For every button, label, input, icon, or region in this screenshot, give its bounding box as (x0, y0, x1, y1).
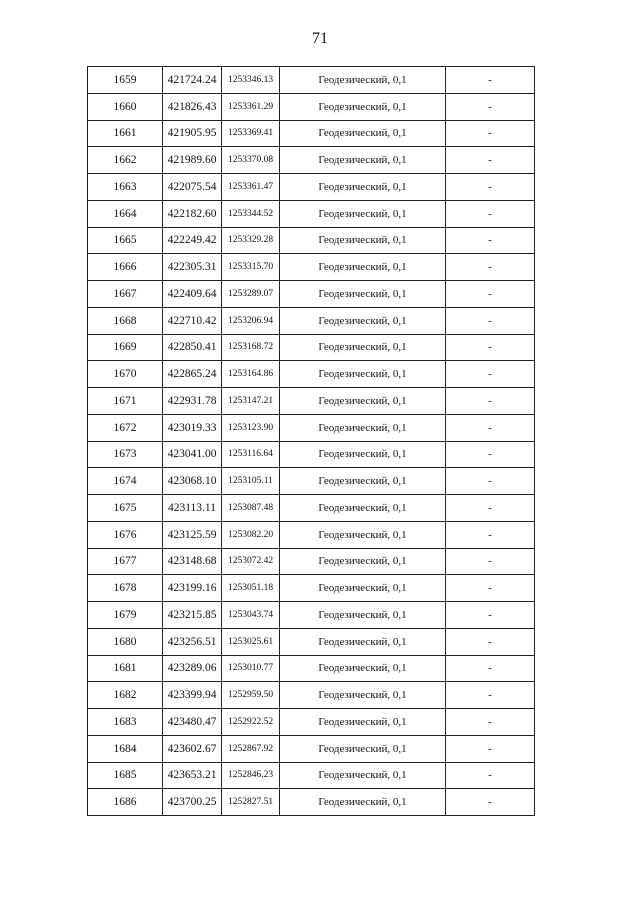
method-accuracy-cell: Геодезический, 0,1 (280, 789, 446, 816)
y-coordinate-cell: 1252867.92 (222, 735, 280, 762)
point-number-cell: 1660 (88, 93, 163, 120)
table-row (88, 254, 535, 281)
x-coordinate-cell: 423399.94 (163, 682, 222, 709)
method-accuracy-cell: Геодезический, 0,1 (280, 762, 446, 789)
y-coordinate-cell: 1253025.61 (222, 628, 280, 655)
x-coordinate-cell: 421826.43 (163, 93, 222, 120)
note-cell: - (446, 575, 535, 602)
x-coordinate-cell: 422305.31 (163, 254, 222, 281)
point-number-cell: 1680 (88, 628, 163, 655)
method-accuracy-cell: Геодезический, 0,1 (280, 548, 446, 575)
method-accuracy-cell: Геодезический, 0,1 (280, 227, 446, 254)
y-coordinate-cell: 1253087.48 (222, 495, 280, 522)
table-body (88, 67, 535, 816)
y-coordinate-cell: 1253105.11 (222, 468, 280, 495)
note-cell: - (446, 200, 535, 227)
method-accuracy-cell: Геодезический, 0,1 (280, 602, 446, 629)
x-coordinate-cell: 423480.47 (163, 709, 222, 736)
x-coordinate-cell: 422409.64 (163, 281, 222, 308)
y-coordinate-cell: 1253147.21 (222, 388, 280, 415)
note-cell: - (446, 655, 535, 682)
x-coordinate-cell: 423148.68 (163, 548, 222, 575)
x-coordinate-cell: 422182.60 (163, 200, 222, 227)
x-coordinate-cell: 423256.51 (163, 628, 222, 655)
table-row (88, 227, 535, 254)
table-row (88, 414, 535, 441)
method-accuracy-cell: Геодезический, 0,1 (280, 147, 446, 174)
point-number-cell: 1686 (88, 789, 163, 816)
point-number-cell: 1682 (88, 682, 163, 709)
note-cell: - (446, 281, 535, 308)
table-row (88, 120, 535, 147)
method-accuracy-cell: Геодезический, 0,1 (280, 495, 446, 522)
method-accuracy-cell: Геодезический, 0,1 (280, 414, 446, 441)
y-coordinate-cell: 1253329.28 (222, 227, 280, 254)
page-number: 71 (312, 30, 328, 47)
note-cell: - (446, 789, 535, 816)
x-coordinate-cell: 423125.59 (163, 521, 222, 548)
point-number-cell: 1669 (88, 334, 163, 361)
note-cell: - (446, 414, 535, 441)
y-coordinate-cell: 1253168.72 (222, 334, 280, 361)
note-cell: - (446, 628, 535, 655)
y-coordinate-cell: 1252959.50 (222, 682, 280, 709)
y-coordinate-cell: 1253344.52 (222, 200, 280, 227)
x-coordinate-cell: 421724.24 (163, 67, 222, 94)
note-cell: - (446, 254, 535, 281)
table-row (88, 67, 535, 94)
method-accuracy-cell: Геодезический, 0,1 (280, 628, 446, 655)
table-row (88, 174, 535, 201)
table-row (88, 441, 535, 468)
point-number-cell: 1673 (88, 441, 163, 468)
table-row (88, 709, 535, 736)
note-cell: - (446, 120, 535, 147)
x-coordinate-cell: 423653.21 (163, 762, 222, 789)
point-number-cell: 1665 (88, 227, 163, 254)
x-coordinate-cell: 422075.54 (163, 174, 222, 201)
note-cell: - (446, 682, 535, 709)
note-cell: - (446, 93, 535, 120)
x-coordinate-cell: 423199.16 (163, 575, 222, 602)
point-number-cell: 1667 (88, 281, 163, 308)
y-coordinate-cell: 1253043.74 (222, 602, 280, 629)
y-coordinate-cell: 1253123.90 (222, 414, 280, 441)
point-number-cell: 1679 (88, 602, 163, 629)
point-number-cell: 1676 (88, 521, 163, 548)
note-cell: - (446, 334, 535, 361)
x-coordinate-cell: 423068.10 (163, 468, 222, 495)
method-accuracy-cell: Геодезический, 0,1 (280, 709, 446, 736)
table-row (88, 495, 535, 522)
table-row (88, 307, 535, 334)
y-coordinate-cell: 1253346.13 (222, 67, 280, 94)
note-cell: - (446, 468, 535, 495)
table-row (88, 521, 535, 548)
x-coordinate-cell: 423602.67 (163, 735, 222, 762)
method-accuracy-cell: Геодезический, 0,1 (280, 93, 446, 120)
x-coordinate-cell: 421905.95 (163, 120, 222, 147)
note-cell: - (446, 388, 535, 415)
method-accuracy-cell: Геодезический, 0,1 (280, 334, 446, 361)
note-cell: - (446, 735, 535, 762)
x-coordinate-cell: 422249.42 (163, 227, 222, 254)
y-coordinate-cell: 1252846.23 (222, 762, 280, 789)
y-coordinate-cell: 1253315.70 (222, 254, 280, 281)
note-cell: - (446, 495, 535, 522)
point-number-cell: 1675 (88, 495, 163, 522)
point-number-cell: 1672 (88, 414, 163, 441)
y-coordinate-cell: 1253361.47 (222, 174, 280, 201)
note-cell: - (446, 361, 535, 388)
table-row (88, 575, 535, 602)
point-number-cell: 1668 (88, 307, 163, 334)
point-number-cell: 1684 (88, 735, 163, 762)
table-row (88, 388, 535, 415)
table-row (88, 628, 535, 655)
point-number-cell: 1662 (88, 147, 163, 174)
method-accuracy-cell: Геодезический, 0,1 (280, 521, 446, 548)
y-coordinate-cell: 1252922.52 (222, 709, 280, 736)
point-number-cell: 1681 (88, 655, 163, 682)
y-coordinate-cell: 1253289.07 (222, 281, 280, 308)
y-coordinate-cell: 1253051.18 (222, 575, 280, 602)
y-coordinate-cell: 1253164.86 (222, 361, 280, 388)
note-cell: - (446, 709, 535, 736)
table-row (88, 762, 535, 789)
table-row (88, 200, 535, 227)
table-row (88, 602, 535, 629)
method-accuracy-cell: Геодезический, 0,1 (280, 655, 446, 682)
table-row (88, 735, 535, 762)
point-number-cell: 1685 (88, 762, 163, 789)
point-number-cell: 1683 (88, 709, 163, 736)
note-cell: - (446, 602, 535, 629)
y-coordinate-cell: 1253082.20 (222, 521, 280, 548)
method-accuracy-cell: Геодезический, 0,1 (280, 468, 446, 495)
y-coordinate-cell: 1253361.29 (222, 93, 280, 120)
y-coordinate-cell: 1253072.42 (222, 548, 280, 575)
method-accuracy-cell: Геодезический, 0,1 (280, 441, 446, 468)
x-coordinate-cell: 422710.42 (163, 307, 222, 334)
point-number-cell: 1661 (88, 120, 163, 147)
method-accuracy-cell: Геодезический, 0,1 (280, 388, 446, 415)
point-number-cell: 1666 (88, 254, 163, 281)
y-coordinate-cell: 1253206.94 (222, 307, 280, 334)
method-accuracy-cell: Геодезический, 0,1 (280, 67, 446, 94)
x-coordinate-cell: 422850.41 (163, 334, 222, 361)
table-row (88, 93, 535, 120)
note-cell: - (446, 441, 535, 468)
point-number-cell: 1663 (88, 174, 163, 201)
point-number-cell: 1664 (88, 200, 163, 227)
table-row (88, 682, 535, 709)
method-accuracy-cell: Геодезический, 0,1 (280, 575, 446, 602)
point-number-cell: 1670 (88, 361, 163, 388)
point-number-cell: 1659 (88, 67, 163, 94)
method-accuracy-cell: Геодезический, 0,1 (280, 735, 446, 762)
method-accuracy-cell: Геодезический, 0,1 (280, 254, 446, 281)
x-coordinate-cell: 423289.06 (163, 655, 222, 682)
method-accuracy-cell: Геодезический, 0,1 (280, 120, 446, 147)
x-coordinate-cell: 423700.25 (163, 789, 222, 816)
x-coordinate-cell: 423215.85 (163, 602, 222, 629)
y-coordinate-cell: 1253369.41 (222, 120, 280, 147)
y-coordinate-cell: 1253370.08 (222, 147, 280, 174)
point-number-cell: 1671 (88, 388, 163, 415)
table-row (88, 468, 535, 495)
method-accuracy-cell: Геодезический, 0,1 (280, 361, 446, 388)
y-coordinate-cell: 1252827.51 (222, 789, 280, 816)
table-row (88, 548, 535, 575)
table-row (88, 361, 535, 388)
x-coordinate-cell: 423019.33 (163, 414, 222, 441)
note-cell: - (446, 174, 535, 201)
note-cell: - (446, 521, 535, 548)
note-cell: - (446, 307, 535, 334)
coordinates-table (87, 66, 535, 816)
table-row (88, 655, 535, 682)
x-coordinate-cell: 421989.60 (163, 147, 222, 174)
table-row (88, 281, 535, 308)
method-accuracy-cell: Геодезический, 0,1 (280, 281, 446, 308)
x-coordinate-cell: 422865.24 (163, 361, 222, 388)
note-cell: - (446, 762, 535, 789)
x-coordinate-cell: 423113.11 (163, 495, 222, 522)
note-cell: - (446, 147, 535, 174)
note-cell: - (446, 227, 535, 254)
point-number-cell: 1678 (88, 575, 163, 602)
method-accuracy-cell: Геодезический, 0,1 (280, 200, 446, 227)
y-coordinate-cell: 1253010.77 (222, 655, 280, 682)
x-coordinate-cell: 422931.78 (163, 388, 222, 415)
table-row (88, 334, 535, 361)
point-number-cell: 1677 (88, 548, 163, 575)
x-coordinate-cell: 423041.00 (163, 441, 222, 468)
method-accuracy-cell: Геодезический, 0,1 (280, 174, 446, 201)
table-row (88, 789, 535, 816)
y-coordinate-cell: 1253116.64 (222, 441, 280, 468)
note-cell: - (446, 548, 535, 575)
method-accuracy-cell: Геодезический, 0,1 (280, 307, 446, 334)
method-accuracy-cell: Геодезический, 0,1 (280, 682, 446, 709)
note-cell: - (446, 67, 535, 94)
table-row (88, 147, 535, 174)
point-number-cell: 1674 (88, 468, 163, 495)
